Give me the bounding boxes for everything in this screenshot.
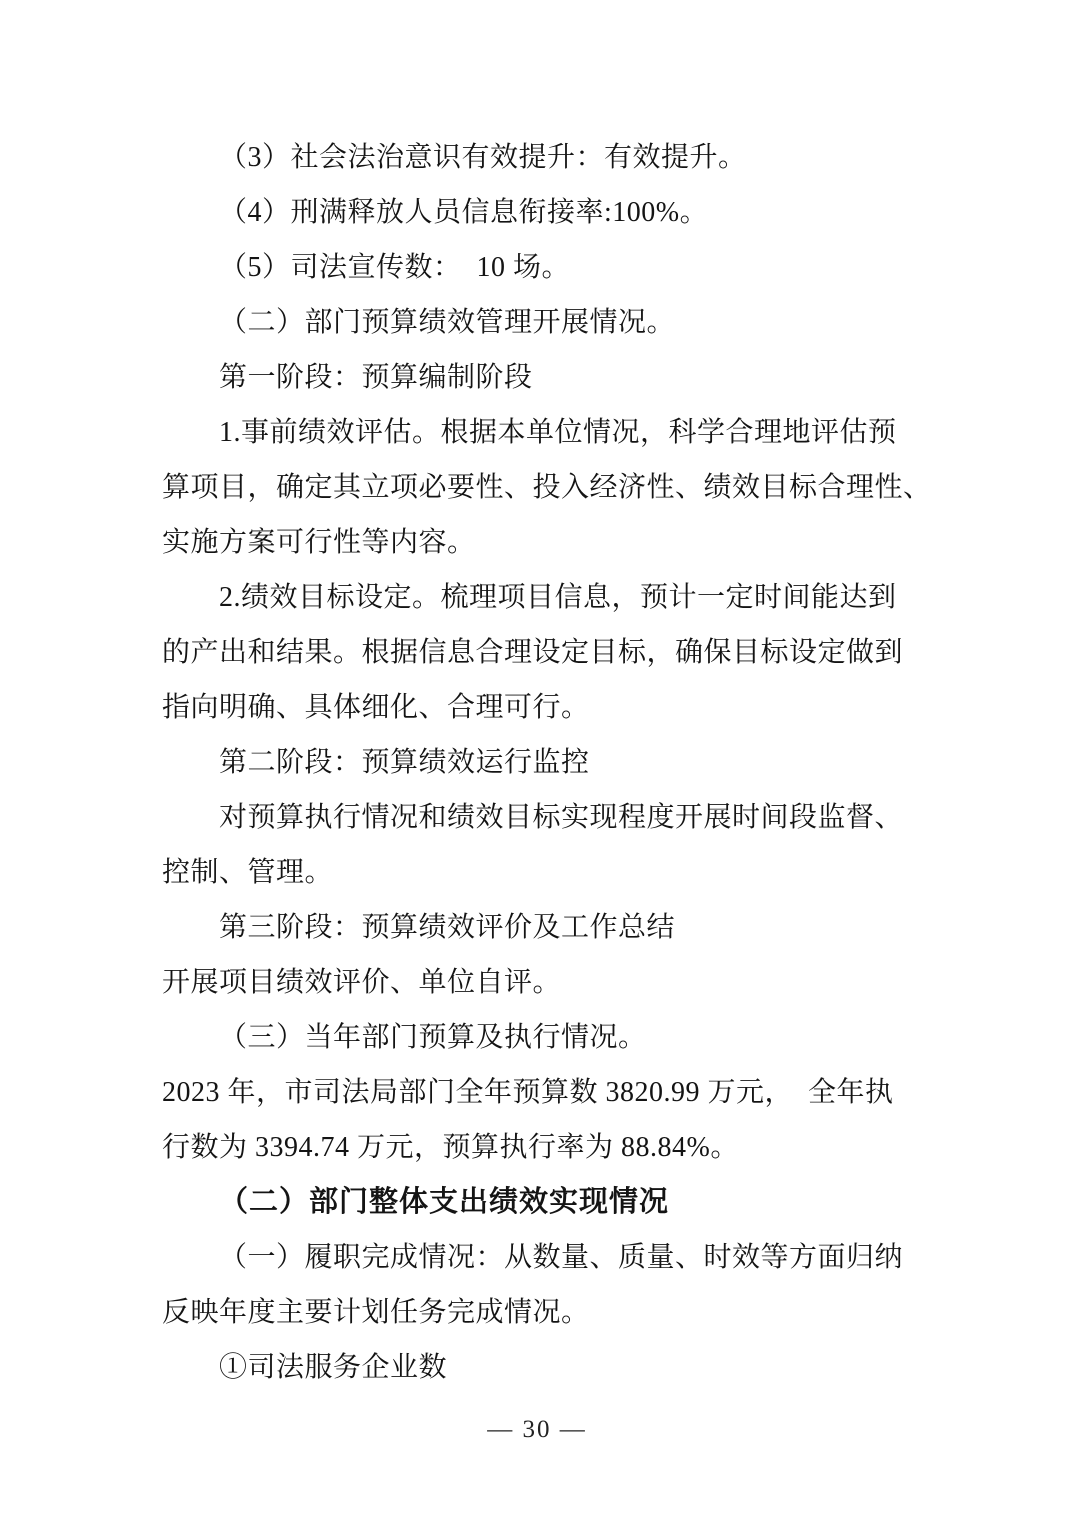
text-line: 第三阶段：预算绩效评价及工作总结 [219, 912, 676, 943]
text-line: （一）履职完成情况：从数量、质量、时效等方面归纳 [219, 1242, 904, 1273]
text-line: （三）当年部门预算及执行情况。 [219, 1022, 647, 1053]
text-line: 的产出和结果。根据信息合理设定目标，确保目标设定做到 [162, 637, 904, 668]
text-line: 算项目，确定其立项必要性、投入经济性、绩效目标合理性、 [162, 472, 932, 503]
text-line: 指向明确、具体细化、合理可行。 [162, 692, 590, 723]
text-line: 开展项目绩效评价、单位自评。 [162, 967, 562, 998]
text-line: （5）司法宣传数： 10 场。 [219, 252, 571, 283]
text-line: 反映年度主要计划任务完成情况。 [162, 1297, 590, 1328]
document-content [162, 130, 932, 1395]
text-line: （3）社会法治意识有效提升：有效提升。 [219, 142, 747, 173]
text-line: （二）部门预算绩效管理开展情况。 [219, 307, 676, 338]
text-line: 对预算执行情况和绩效目标实现程度开展时间段监督、 [219, 802, 904, 833]
text-line: （4）刑满释放人员信息衔接率:100%。 [219, 197, 709, 228]
text-line: 2.绩效目标设定。梳理项目信息，预计一定时间能达到 [219, 582, 897, 613]
text-line: 实施方案可行性等内容。 [162, 527, 476, 558]
text-line: 1.事前绩效评估。根据本单位情况，科学合理地评估预 [219, 417, 897, 448]
page-number: — 30 — [487, 1416, 587, 1443]
text-line: （二）部门整体支出绩效实现情况 [219, 1186, 670, 1218]
text-line: 第二阶段：预算绩效运行监控 [219, 747, 590, 778]
text-line: ①司法服务企业数 [219, 1352, 448, 1383]
text-line: 行数为 3394.74 万元，预算执行率为 88.84%。 [162, 1132, 739, 1163]
text-line: 第一阶段：预算编制阶段 [219, 362, 533, 393]
text-line: 控制、管理。 [162, 857, 334, 888]
text-line: 2023 年，市司法局部门全年预算数 3820.99 万元， 全年执 [162, 1077, 894, 1108]
